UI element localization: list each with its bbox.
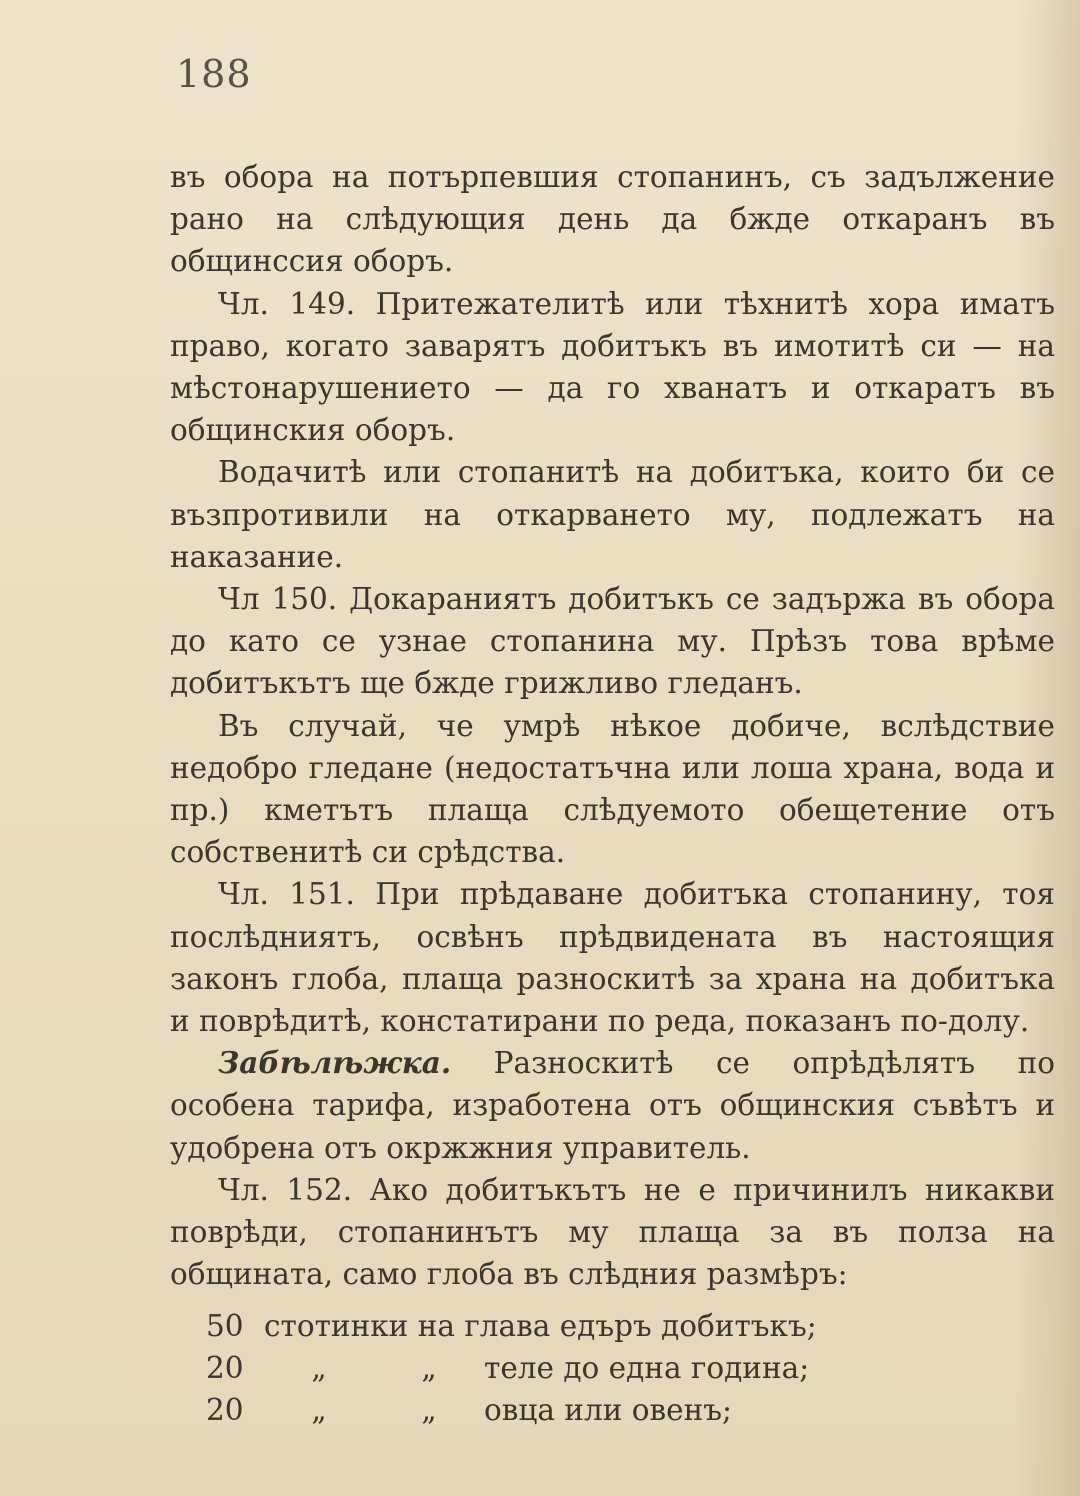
- page-body: [170, 156, 1055, 1431]
- rate-row: [170, 1347, 1055, 1389]
- rate-amount: 50: [206, 1309, 244, 1344]
- ditto-mark: „: [421, 1351, 437, 1386]
- paragraph-death-case: Въ случай, че умрѣ нѣкое добиче, вслѣдствие недобро гледане (недостатъчна или лоша храна, вода и пр.) кметътъ плаща слѣдуемото обещетение отъ собственитѣ си срѣдства.: [170, 708, 1055, 870]
- rate-row: [170, 1389, 1055, 1431]
- ditto-mark: „: [421, 1393, 437, 1428]
- article-151: Чл. 151. При прѣдаване добитъка стопанину, тоя послѣдниятъ, освѣнъ прѣдвидената въ настоящия законъ глоба, плаща разноскитѣ за храна на добитъка и поврѣдитѣ, констатирани по реда, показанъ по-долу.: [170, 877, 1055, 1039]
- rate-text: овца или овенъ;: [484, 1393, 732, 1428]
- page-number: 188: [176, 52, 252, 96]
- article-149: Чл. 149. Притежателитѣ или тѣхнитѣ хора иматъ право, когато заварятъ добитъкъ въ имотитѣ си — на мѣстонарушението — да го хванатъ и откаратъ въ общинския оборъ.: [170, 286, 1055, 448]
- rate-amount: 20: [206, 1351, 244, 1386]
- ditto-mark: „: [311, 1393, 327, 1428]
- paragraph-drivers: Водачитѣ или стопанитѣ на добитъка, които би се възпротивили на откарването му, подлежатъ на наказание.: [170, 455, 1055, 574]
- rate-text: стотинки на глава едъръ добитъкъ;: [264, 1309, 817, 1344]
- ditto-mark: „: [311, 1351, 327, 1386]
- article-150: Чл 150. Докараниятъ добитъкъ се задържа въ обора до като се узнае стопанина му. Прѣзъ това врѣме добитъкътъ ще бжде грижливо гледанъ.: [170, 582, 1055, 701]
- paragraph-continuation: въ обора на потърпевшия стопанинъ, съ задължение рано на слѣдующия день да бжде откаранъ въ общинссия оборъ.: [170, 160, 1055, 279]
- rate-text: теле до една година;: [484, 1351, 810, 1386]
- spacer: [170, 1295, 1055, 1305]
- rate-amount: 20: [206, 1393, 244, 1428]
- note-paragraph: [170, 1042, 1055, 1169]
- note-label: Забѣлѣжка.: [218, 1045, 452, 1081]
- article-152: Чл. 152. Ако добитъкътъ не е причинилъ никакви поврѣди, стопанинътъ му плаща за въ полза на общината, само глоба въ слѣдния размѣръ:: [170, 1172, 1055, 1292]
- rate-row: [170, 1305, 1055, 1347]
- note-text: Разноскитѣ се опрѣдѣлятъ по особена тарифа, изработена отъ общинския съвѣтъ и удобрена отъ окржжния управитель.: [170, 1046, 1055, 1165]
